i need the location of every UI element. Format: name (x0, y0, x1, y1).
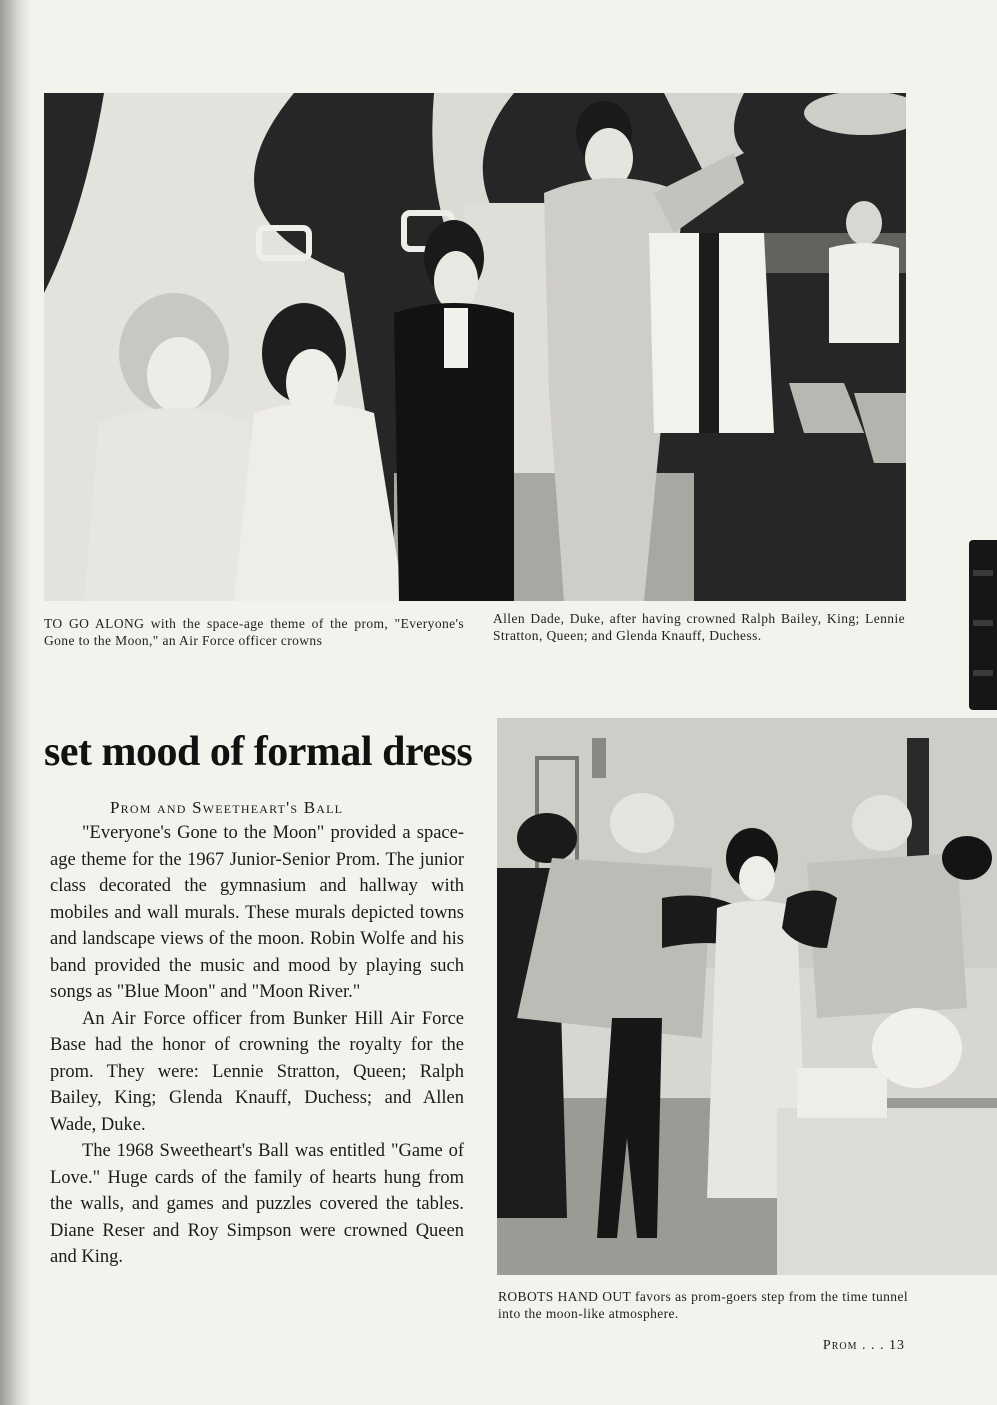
folio-separator: . . . (857, 1338, 889, 1353)
headline: set mood of formal dress (44, 729, 473, 776)
section-heading: Prom and Sweetheart's Ball (110, 798, 344, 817)
folio-section: Prom (822, 1338, 858, 1353)
article-paragraph: The 1968 Sweetheart's Ball was entitled "Game of Love." Huge cards of the family of hearts hung from the walls, and games and puzzles covered the tables. Diane Reser and Roy Simpson were crowned Queen and King. (50, 1141, 464, 1267)
page-folio (823, 1338, 905, 1354)
article-paragraph: "Everyone's Gone to the Moon" provided a space-age theme for the 1967 Junior-Senior Prom. The junior class decorated the gymnasium and hallway with mobiles and wall murals. These murals depicted towns and landscape views of the moon. Robin Wolfe and his band provided the music and mood by playing such songs as "Blue Moon" and "Moon River." (50, 823, 464, 1002)
article-paragraph: An Air Force officer from Bunker Hill Air Force Base had the honor of crowning the royalty for the prom. They were: Lennie Stratton, Queen; Ralph Bailey, King; Glenda Knauff, Duchess; and Allen Wade, Duke. (50, 1008, 464, 1135)
prom-coronation-photo (44, 93, 906, 601)
page-gutter-shadow (0, 0, 30, 1405)
article-body (50, 820, 464, 1271)
binder-clip (969, 540, 997, 710)
caption-top-right: Allen Dade, Duke, after having crowned Ralph Bailey, King; Lennie Stratton, Queen; and Glenda Knauff, Duchess. (493, 611, 905, 643)
caption-top-left: TO GO ALONG with the space-age theme of the prom, "Everyone's Gone to the Moon," an Air Force officer crowns (44, 616, 464, 648)
robots-favors-photo (497, 718, 997, 1275)
caption-bottom: ROBOTS HAND OUT favors as prom-goers step from the time tunnel into the moon-like atmosphere. (498, 1289, 908, 1321)
folio-page-number: 13 (889, 1338, 905, 1353)
